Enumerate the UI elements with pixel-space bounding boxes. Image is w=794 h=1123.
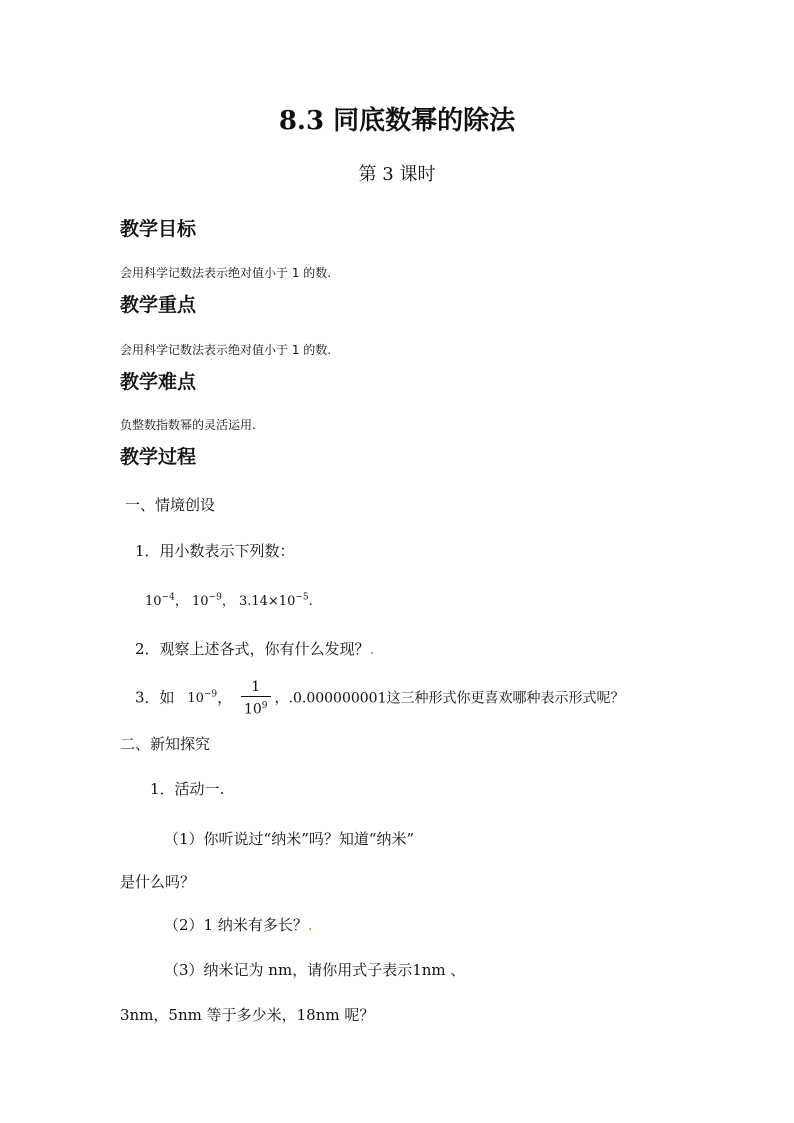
text-difficulties: 负整数指数幂的灵活运用. bbox=[120, 418, 256, 432]
heading-difficulties: 教学难点 bbox=[120, 371, 197, 393]
sub-question-2: （2）1 纳米有多长？. bbox=[164, 916, 313, 934]
sub-question-3-line-2: 3nm，5nm 等于多少米，18nm 呢？ bbox=[120, 1006, 375, 1024]
expr-term-1: $10^{-4}$ bbox=[145, 592, 175, 609]
text-teaching-goals: 会用科学记数法表示绝对值小于 1 的数. bbox=[120, 266, 332, 280]
sub-question-3-line-1: （3）纳米记为 nm，请你用式子表示1nm 、 bbox=[164, 961, 466, 979]
heading-key-points: 教学重点 bbox=[120, 294, 197, 316]
activity-one: 1．活动一. bbox=[150, 780, 225, 798]
q3-power-term: $10^{-9}$ bbox=[187, 690, 218, 707]
part1-heading: 一、情境创设 bbox=[125, 496, 216, 514]
expression-line: $10^{-4}$， $10^{-9}$， $3.14\times 10^{-5}$. bbox=[145, 592, 313, 609]
heading-teaching-process: 教学过程 bbox=[120, 446, 197, 468]
page-title: 8.3 同底数幂的除法 bbox=[278, 106, 516, 136]
part1-question-2: 2．观察上述各式，你有什么发现？. bbox=[135, 640, 375, 658]
expr-term-3: $3.14\times 10^{-5}$ bbox=[238, 592, 309, 609]
sub-question-1-line-2: 是什么吗？ bbox=[120, 873, 196, 891]
part2-heading: 二、新知探究 bbox=[120, 735, 211, 753]
part1-question-1: 1．用小数表示下列数： bbox=[135, 542, 295, 560]
text-key-points: 会用科学记数法表示绝对值小于 1 的数. bbox=[120, 343, 332, 357]
sub-question-1-line-1: （1）你听说过“纳米”吗？知道“纳米” bbox=[164, 830, 415, 848]
expr-term-2: $10^{-9}$ bbox=[191, 592, 222, 609]
heading-teaching-goals: 教学目标 bbox=[120, 218, 197, 240]
page-subtitle: 第 3 课时 bbox=[358, 164, 436, 185]
part1-question-3: 3．如 $10^{-9}$， $\frac{1}{10^9}$ ，.0.000000001这三种形式你更喜欢哪种表示形式呢？ bbox=[135, 679, 625, 718]
fraction-one-over-ten-nine: $\frac{1}{10^9}$ bbox=[241, 678, 271, 719]
